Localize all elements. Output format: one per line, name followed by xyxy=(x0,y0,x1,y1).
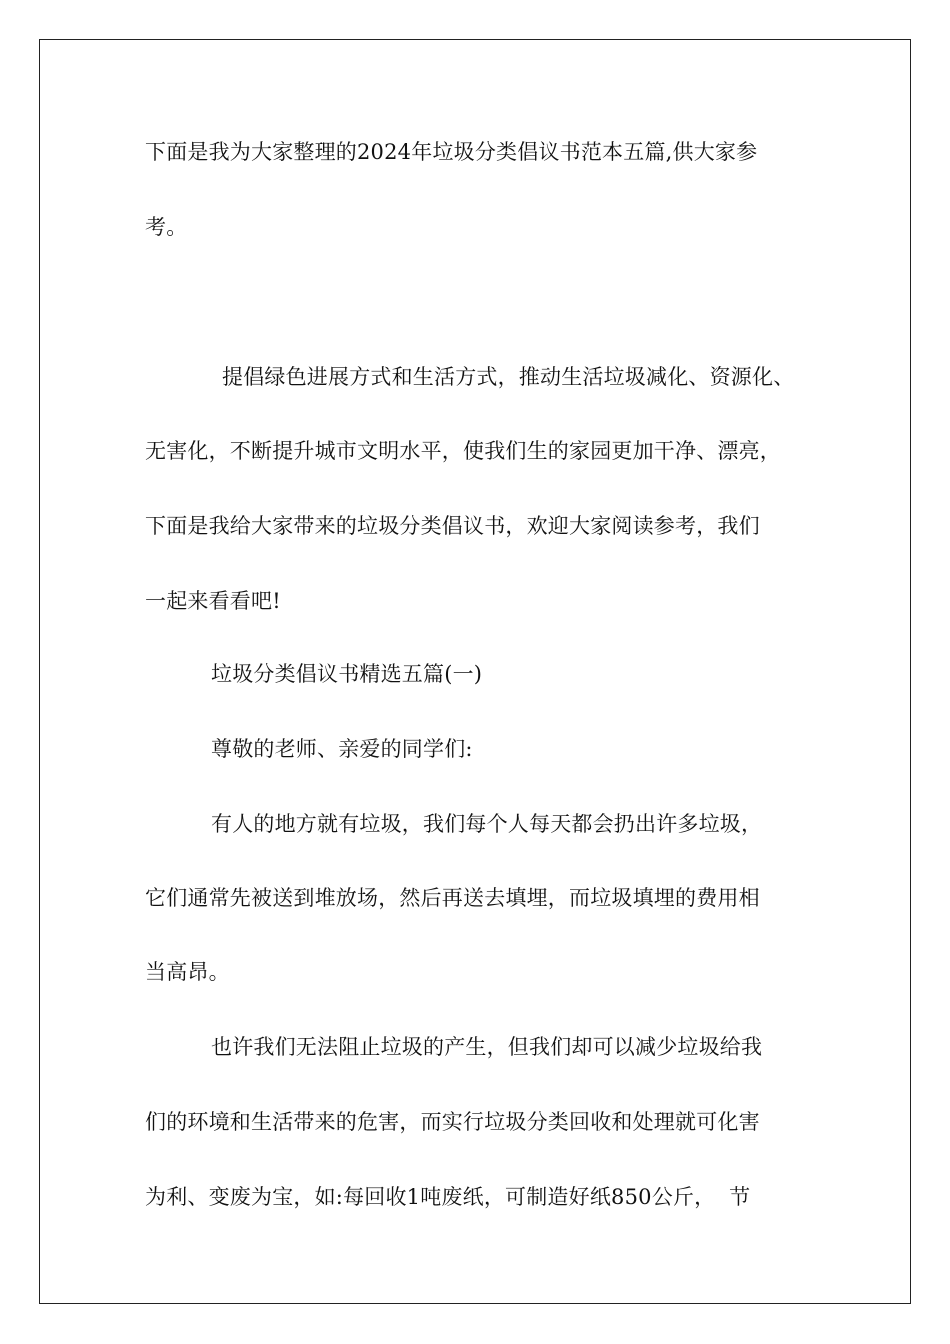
text-line-14: 为利、变废为宝，如:每回收1吨废纸，可制造好纸850公斤， 节 xyxy=(145,1185,751,1209)
salutation: 尊敬的老师、亲爱的同学们: xyxy=(211,737,473,761)
text-line-5: 下面是我给大家带来的垃圾分类倡议书，欢迎大家阅读参考，我们 xyxy=(145,514,760,538)
section-heading: 垃圾分类倡议书精选五篇(一) xyxy=(211,662,483,686)
text-line-6: 一起来看看吧! xyxy=(145,589,281,613)
text-line-1: 下面是我为大家整理的2024年垃圾分类倡议书范本五篇,供大家参 xyxy=(145,140,758,164)
text-line-2: 考。 xyxy=(145,215,188,239)
text-line-10: 它们通常先被送到堆放场，然后再送去填埋，而垃圾填埋的费用相 xyxy=(145,886,760,910)
text-line-12: 也许我们无法阻止垃圾的产生，但我们却可以减少垃圾给我 xyxy=(211,1035,763,1059)
text-line-4: 无害化，不断提升城市文明水平，使我们生的家园更加干净、漂亮， xyxy=(145,439,781,463)
text-line-11: 当高昂。 xyxy=(145,960,230,984)
text-line-3: 提倡绿色进展方式和生活方式，推动生活垃圾减化、资源化、 xyxy=(222,365,795,389)
text-line-13: 们的环境和生活带来的危害，而实行垃圾分类回收和处理就可化害 xyxy=(145,1110,760,1134)
text-line-9: 有人的地方就有垃圾，我们每个人每天都会扔出许多垃圾， xyxy=(211,812,763,836)
